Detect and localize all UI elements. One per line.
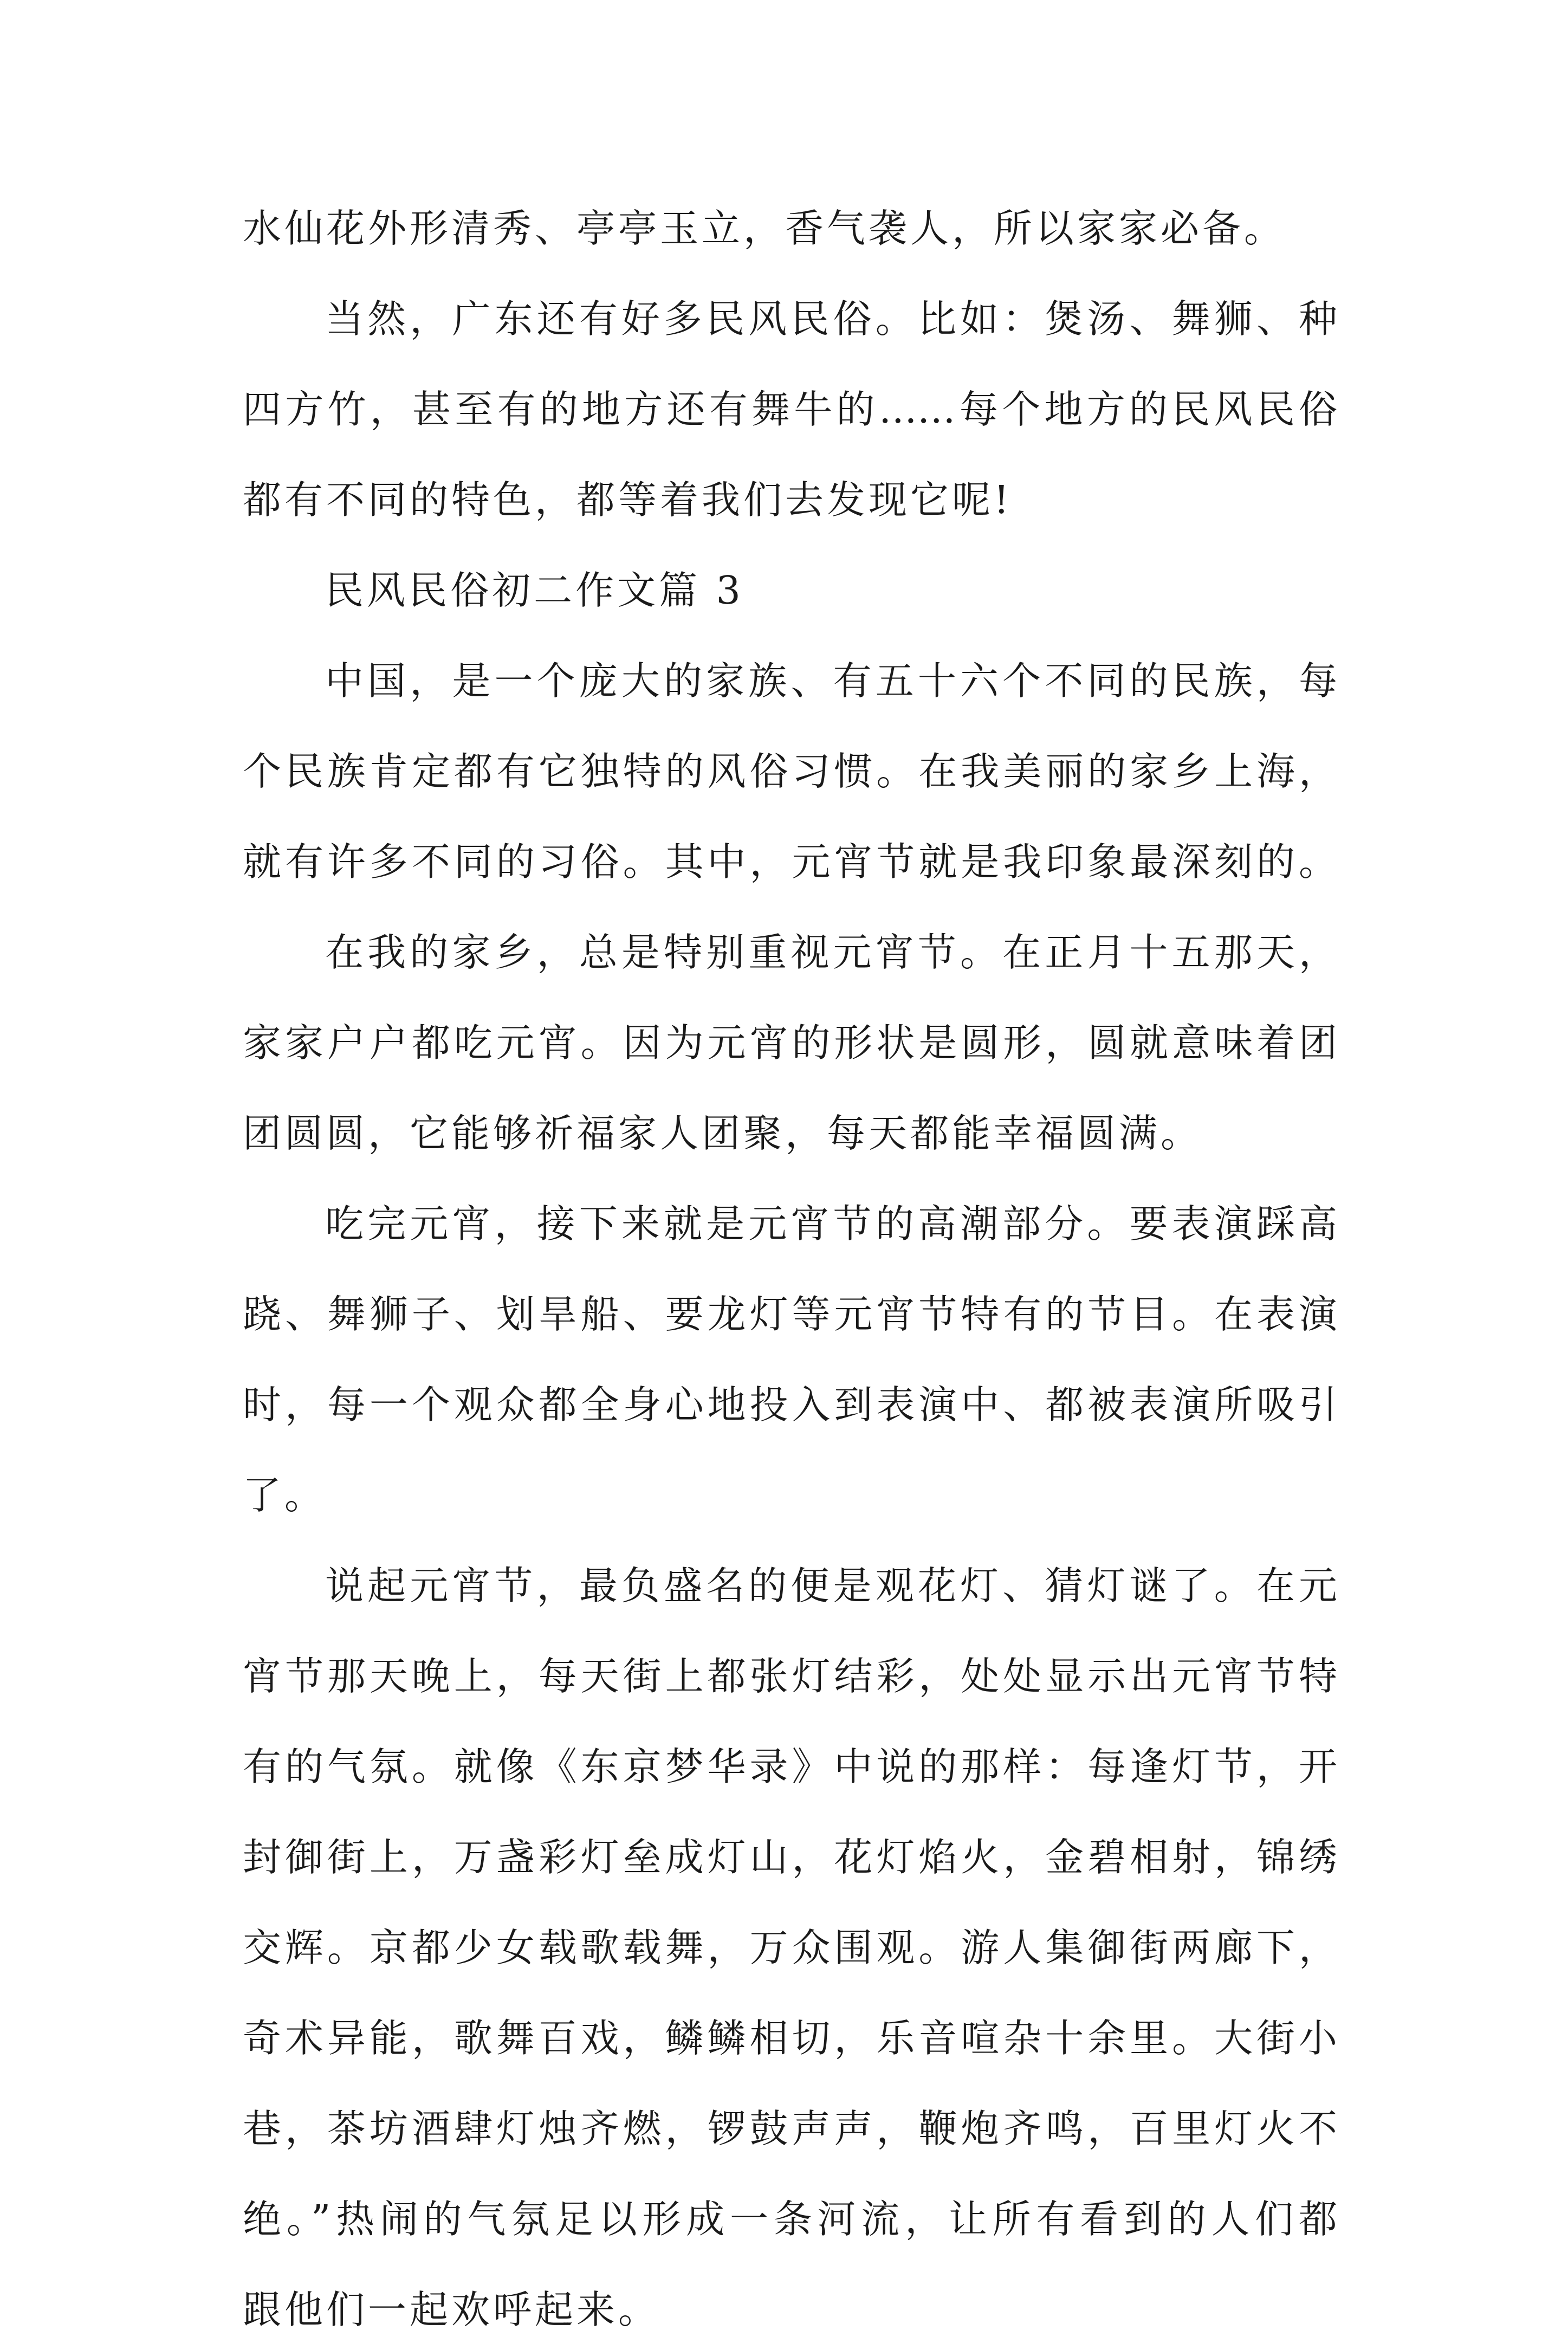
text-line: 都有不同的特色，都等着我们去发现它呢! bbox=[243, 477, 1013, 522]
text-line: 跷、舞狮子、划旱船、要龙灯等元宵节特有的节目。在表演 bbox=[243, 1292, 1337, 1337]
paragraph-first-line: 当然，广东还有好多民风民俗。比如：煲汤、舞狮、种 bbox=[325, 296, 1337, 341]
text-line: 交辉。京都少女载歌载舞，万众围观。游人集御街两廊下， bbox=[243, 1925, 1337, 1970]
text-line: 绝。”热闹的气氛足以形成一条河流，让所有看到的人们都 bbox=[243, 2197, 1337, 2242]
text-line: 宵节那天晚上，每天街上都张灯结彩，处处显示出元宵节特 bbox=[243, 1654, 1337, 1699]
text-line: 家家户户都吃元宵。因为元宵的形状是圆形，圆就意味着团 bbox=[243, 1020, 1337, 1065]
text-line: 巷，茶坊酒肆灯烛齐燃，锣鼓声声，鞭炮齐鸣，百里灯火不 bbox=[243, 2106, 1337, 2151]
text-line: 水仙花外形清秀、亭亭玉立，香气袭人，所以家家必备。 bbox=[243, 206, 1286, 251]
text-line: 团圆圆，它能够祈福家人团聚，每天都能幸福圆满。 bbox=[243, 1111, 1203, 1156]
paragraph-first-line: 说起元宵节，最负盛名的便是观花灯、猜灯谜了。在元 bbox=[325, 1563, 1337, 1608]
section-heading: 民风民俗初二作文篇 3 bbox=[325, 568, 744, 613]
text-line: 就有许多不同的习俗。其中，元宵节就是我印象最深刻的。 bbox=[243, 839, 1337, 884]
paragraph-first-line: 吃完元宵，接下来就是元宵节的高潮部分。要表演踩高 bbox=[325, 1201, 1337, 1246]
text-line: 个民族肯定都有它独特的风俗习惯。在我美丽的家乡上海， bbox=[243, 749, 1337, 794]
paragraph-first-line: 在我的家乡，总是特别重视元宵节。在正月十五那天， bbox=[325, 930, 1337, 975]
paragraph-first-line: 中国，是一个庞大的家族、有五十六个不同的民族，每 bbox=[325, 658, 1337, 703]
text-line: 有的气氛。就像《东京梦华录》中说的那样：每逢灯节，开 bbox=[243, 1744, 1337, 1789]
text-line: 跟他们一起欢呼起来。 bbox=[243, 2287, 660, 2332]
text-line: 时，每一个观众都全身心地投入到表演中、都被表演所吸引 bbox=[243, 1382, 1337, 1427]
text-line: 封御街上，万盏彩灯垒成灯山，花灯焰火，金碧相射，锦绣 bbox=[243, 1835, 1337, 1880]
text-line: 了。 bbox=[243, 1473, 327, 1518]
text-line: 四方竹，甚至有的地方还有舞牛的……每个地方的民风民俗 bbox=[243, 387, 1337, 432]
text-line: 奇术异能，歌舞百戏，鳞鳞相切，乐音喧杂十余里。大街小 bbox=[243, 2016, 1337, 2061]
